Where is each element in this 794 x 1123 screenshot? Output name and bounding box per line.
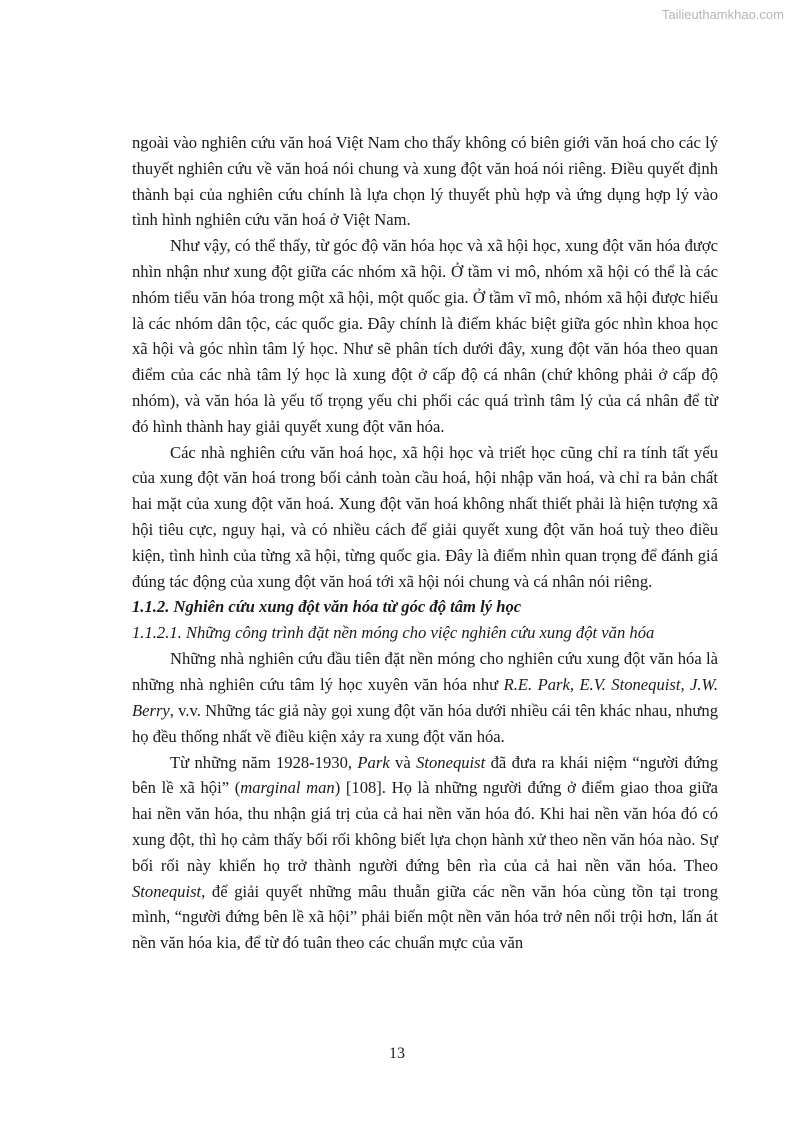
author-name-park: Park — [357, 752, 390, 772]
text-run: ) [108]. Họ là những người đứng ở điểm giao thoa giữa hai nền văn hóa, thu nhận giá trị của cả hai nền văn hóa đó. Khi hai nền văn hóa đó có xung đột, thì họ cảm thấy bối rối không biết lựa chọn hành xử theo nền văn hóa nào. Sự bối rối này khiến họ trở thành người đứng bên rìa của cả hai nền văn hóa. Theo — [132, 778, 718, 875]
paragraph-2: Như vậy, có thể thấy, từ góc độ văn hóa học và xã hội học, xung đột văn hóa được nhìn nhận như xung đột giữa các nhóm xã hội. Ở tầm vi mô, nhóm xã hội có thể là các nhóm tiểu văn hóa trong một xã hội, một quốc gia. Ở tầm vĩ mô, nhóm xã hội được hiểu là các nhóm dân tộc, các quốc gia. Đây chính là điểm khác biệt giữa góc nhìn khoa học xã hội và góc nhìn tâm lý học. Như sẽ phân tích dưới đây, xung đột văn hóa theo quan điểm của các nhà tâm lý học là xung đột ở cấp độ cá nhân (chứ không phải ở cấp độ nhóm), và văn hóa là yếu tố trọng yếu chi phối các quá trình tâm lý của cá nhân để từ đó hình thành hay giải quyết xung đột văn hóa. — [132, 236, 718, 436]
subsection-heading: 1.1.2.1. Những công trình đặt nền móng cho việc nghiên cứu xung đột văn hóa — [132, 623, 655, 643]
paragraph-5 — [132, 750, 718, 956]
text-run: , v.v. Những tác giả này gọi xung đột văn hóa dưới nhiều cái tên khác nhau, nhưng họ đều thống nhất về điều kiện xảy ra xung đột văn hóa. — [132, 700, 718, 746]
page-body — [132, 130, 718, 956]
paragraph-4 — [132, 646, 718, 749]
text-run: và — [389, 752, 417, 772]
author-names: R.E. Park, E.V. Stonequist, J.W. Berry — [132, 675, 718, 720]
text-run: đã đưa ra khái niệm “người đứng bên lề xã hội” ( — [132, 752, 719, 798]
paragraph-1: ngoài vào nghiên cứu văn hoá Việt Nam cho thấy không có biên giới văn hoá cho các lý thuyết nghiên cứu về văn hoá nói chung và xung đột văn hoá nói riêng. Điều quyết định thành bại của nghiên cứu chính là lựa chọn lý thuyết phù hợp và ứng dụng hợp lý vào tình hình nghiên cứu văn hoá ở Việt Nam. — [132, 133, 718, 230]
text-run: Từ những năm 1928-1930, — [170, 752, 358, 772]
text-run: Những nhà nghiên cứu đầu tiên đặt nền móng cho nghiên cứu xung đột văn hóa là những nhà nghiên cứu tâm lý học xuyên văn hóa như — [132, 649, 718, 695]
text-run: , để giải quyết những mâu thuẫn giữa các nền văn hóa cùng tồn tại trong mình, “người đứng bên lề xã hội” phải biến một nền văn hóa trở nên nổi trội hơn, lấn át nền văn hóa kia, để từ đó tuân theo các chuẩn mực của văn — [132, 881, 718, 953]
watermark: Tailieuthamkhao.com — [661, 7, 784, 22]
term-marginal-man: marginal man — [240, 778, 335, 798]
paragraph-3: Các nhà nghiên cứu văn hoá học, xã hội học và triết học cũng chỉ ra tính tất yếu của xung đột văn hoá trong bối cảnh toàn cầu hoá, hội nhập văn hoá, và chỉ ra bản chất hai mặt của xung đột văn hoá. Xung đột văn hoá không nhất thiết phải là hiện tượng xã hội tiêu cực, nguy hại, và có nhiều cách để giải quyết xung đột văn hoá tuỳ theo điều kiện, tình hình của từng xã hội, từng quốc gia. Đây là điểm nhìn quan trọng để đánh giá đúng tác động của xung đột văn hoá tới xã hội nói chung và cá nhân nói riêng. — [132, 442, 718, 591]
section-heading: 1.1.2. Nghiên cứu xung đột văn hóa từ góc độ tâm lý học — [132, 597, 522, 617]
author-name-stonequist: Stonequist — [132, 881, 202, 901]
page-number: 13 — [389, 1045, 405, 1062]
author-name-stonequist: Stonequist — [416, 752, 486, 772]
